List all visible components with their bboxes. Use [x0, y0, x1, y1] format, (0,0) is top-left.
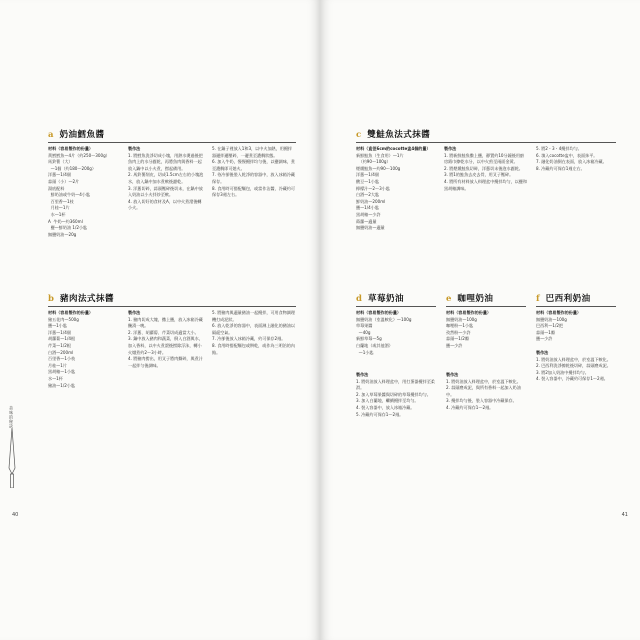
section-name: 咖哩奶油: [457, 294, 494, 304]
column-header: 材料（容易製作的份量）: [446, 310, 492, 315]
text-line: —40g: [356, 329, 371, 335]
section-f-rule: [536, 306, 616, 307]
section-d-ingredients: [356, 310, 436, 356]
text-line: 無鹽奶油—適量: [356, 225, 385, 231]
text-line: A 牛奶—約360ml: [48, 218, 83, 224]
text-line: 3. 加入白蘭地，繼續攪拌至均勻。: [356, 398, 419, 404]
text-line: 鹽—1/4小匙: [356, 205, 379, 211]
text-line: 鹽—鮮奶油 1/2小匙: [48, 225, 88, 231]
side-tab: [7, 406, 17, 488]
text-line: 洋蔥—1/4個: [356, 172, 379, 178]
text-line: 新鮮鮭魚（生食用）—1片: [356, 152, 404, 158]
column-header: 材料（容易製作的份量）: [536, 310, 582, 315]
section-letter: c: [356, 130, 362, 140]
section-e-ingredients: [446, 310, 526, 350]
text-line: （約90～100g）: [356, 159, 391, 165]
text-line: 洋蔥—1/4個: [48, 172, 71, 178]
text-line: 湯底配料: [48, 185, 65, 191]
text-line: 百里香—1枝: [48, 198, 74, 204]
page-number-right: 41: [621, 512, 628, 518]
text-line: 無鹽奶油—100g: [446, 316, 477, 322]
section-name: 草莓奶油: [367, 294, 404, 304]
section-f-ingredients: [536, 310, 616, 343]
text-line: 鮮奶油或牛奶—4小匙: [48, 192, 91, 198]
text-line: 草莓果醬: [356, 323, 373, 329]
text-line: 7. 待冷卻後裝入乾淨的容器中，放入冰箱冷藏保存。: [212, 172, 295, 184]
text-line: 1. 將奶油放入料理盆中，用打蛋器攪拌至柔滑。: [356, 378, 435, 391]
section-c-method-cont: [536, 146, 616, 172]
text-line: 4. 冷藏約可保存1～2週。: [446, 404, 494, 410]
column-header: 材料（容易製作的份量）: [48, 146, 94, 151]
section-c-method: [444, 146, 528, 192]
text-line: 巴西利—1/2把: [536, 323, 564, 329]
section-b-method-cont: [212, 310, 296, 356]
text-line: 白蘭地（或其他酒）: [356, 342, 393, 348]
text-line: 煙燻鮭魚—約90～100g: [356, 165, 401, 171]
column-header: 製作法: [128, 310, 141, 315]
section-e-rule: [446, 306, 526, 307]
text-line: 無鹽奶油（室溫軟化）—100g: [356, 316, 412, 322]
section-letter: b: [48, 294, 54, 304]
section-a-title: [48, 128, 105, 140]
section-a-ingredients: [48, 146, 118, 238]
column-header: 材料（容易製作的份量）: [48, 310, 94, 315]
column-header: 製作法: [356, 372, 369, 377]
section-b-method: [128, 310, 204, 369]
text-line: 月桂—1片: [48, 362, 67, 368]
text-line: 3. 將1的鮭魚去皮去骨，用叉子壓碎。: [444, 172, 514, 178]
section-c-ingredients: [356, 146, 436, 232]
text-line: 5. 將豬肉與適量豬油一起攪拌，可用食物調理機打成泥狀。: [212, 310, 295, 322]
side-tab-label: 美味的秘訣: [9, 406, 14, 429]
text-line: 2. 蒜頭磨成泥，與所有香料一起加入奶油中。: [446, 385, 521, 397]
section-b-title: [48, 292, 114, 304]
text-line: 1. 將奶油放入料理盆中，於室溫下軟化。: [536, 356, 611, 362]
text-line: 3. 攪拌均勻後，裝入容器中冷藏保存。: [446, 398, 517, 404]
text-line: 豬油—1/2小匙: [48, 382, 76, 388]
text-line: 咖哩粉—1小匙: [446, 323, 474, 329]
column-header: 製作法: [444, 146, 457, 151]
text-line: 酸豆—1小匙: [356, 178, 380, 184]
column-header: 材料（容易製作的份量）: [356, 310, 402, 315]
text-line: 檸檬汁—2～3小匙: [356, 185, 390, 191]
section-name: 巴西利奶油: [545, 294, 591, 304]
section-name: 奶油鱈魚醬: [59, 130, 105, 140]
text-line: 胡蘿蔔—1/4根: [48, 336, 76, 342]
text-line: 蒜頭（小）—2片: [48, 178, 80, 184]
text-line: 7. 冷卻後放入冰箱冷藏，約可保存2週。: [212, 336, 286, 342]
text-line: 2. 加入草莓果醬與切碎的草莓攪拌均勻。: [356, 391, 431, 397]
text-line: 8. 冷藏約可保存1週左右。: [536, 165, 585, 171]
text-line: 洋蔥—1/4個: [48, 329, 71, 335]
text-line: 百里香—1小枝: [48, 356, 76, 362]
text-line: 鹽—少許: [446, 342, 463, 348]
text-line: 水—1杯: [48, 375, 63, 381]
text-line: 鹽—少許: [536, 336, 553, 342]
text-line: 新鮮草莓—5g: [356, 336, 382, 342]
section-letter: f: [536, 294, 540, 304]
text-line: 蒜頭—1瓣: [536, 329, 555, 335]
section-e-method: [446, 372, 526, 412]
column-header: 製作法: [536, 350, 549, 355]
section-letter: d: [356, 294, 362, 304]
text-line: 1. 將奶油放入料理盆中，於室溫下軟化。: [446, 378, 521, 384]
section-c-rule: [356, 142, 616, 143]
text-line: 馬鈴薯（大）: [48, 159, 73, 165]
knife-icon: [7, 428, 17, 488]
text-line: 孜然粉—少許: [446, 329, 471, 335]
section-f-title: [536, 292, 591, 304]
page-number-left: 40: [12, 512, 19, 518]
text-line: 1. 將新鮮鮭魚撒上鹽，靜置約10分鐘後用廚房紙巾擦乾水分，以中火煎至兩面金黃。: [444, 152, 525, 165]
text-line: 蒔蘿—適量: [356, 218, 377, 224]
section-a-method: [128, 146, 204, 212]
section-d-rule: [356, 306, 436, 307]
text-line: 鹽—1小匙: [48, 323, 67, 329]
text-line: 5. 將2・3・4攪拌均勻。: [536, 146, 582, 151]
text-line: —1小匙: [356, 349, 374, 355]
text-line: 無鹽奶油—20g: [48, 231, 77, 237]
text-line: 3. 鍋中放入豬肉和蔬菜，倒入白酒與水，加入香料，以中火煮滾後撈除浮沫，轉小火燉煮約2～3小時。: [128, 336, 203, 355]
section-a-rule: [48, 142, 296, 143]
text-line: 白酒—2大匙: [356, 192, 380, 198]
text-line: 1. 豬肉切成大塊，撒上鹽，放入冰箱冷藏醃漬一晚。: [128, 316, 203, 329]
text-line: 豬五花肉—500g: [48, 316, 79, 322]
section-c-title: [356, 128, 430, 140]
text-line: 水—1杯: [48, 211, 66, 217]
column-header: 製作法: [128, 146, 141, 151]
section-name: 豬肉法式抹醬: [59, 294, 114, 304]
text-line: 2. 巴西利洗淨擦乾後切碎，蒜頭磨成泥。: [536, 363, 611, 369]
section-f-method: [536, 350, 616, 383]
section-d-title: [356, 292, 404, 304]
text-line: 白酒—200ml: [48, 349, 74, 355]
text-line: 4. 裝入容器中，冷藏約可保存1～2週。: [536, 376, 608, 382]
text-line: 2. 洋蔥、胡蘿蔔、芹菜切成適當大小。: [128, 329, 199, 335]
text-line: 黃鱈鱈魚—4片（約250～300g）: [48, 152, 110, 158]
text-line: 7. 融化奶油倒在表面，放入冰箱冷藏。: [536, 159, 607, 165]
section-e-title: [446, 292, 493, 304]
text-line: 8. 食用時搭配麵包或餅乾，或作為三明治的內餡。: [212, 342, 295, 355]
text-line: 4. 將豬肉撈出，用叉子將肉撕碎，與煮汁一起拌勻後調味。: [128, 356, 203, 368]
text-line: 5. 冷藏約可保存1～2週。: [356, 411, 404, 417]
text-line: 6. 放入乾淨的容器中，表面淋上融化的豬油以隔絕空氣。: [212, 323, 295, 335]
text-line: 黑胡椒—1小匙: [48, 369, 76, 375]
text-line: 無鹽奶油—100g: [536, 316, 567, 322]
text-line: 鮮奶油—200ml: [356, 198, 386, 204]
text-line: 2. 將煙燻鮭魚切碎，洋蔥切末後泡水瀝乾。: [444, 165, 523, 171]
section-d-method: [356, 372, 436, 418]
section-b-rule: [48, 306, 296, 307]
text-line: —1個（約180～200g）: [48, 165, 97, 171]
text-line: 3. 將2加入奶油中攪拌均勻。: [536, 369, 589, 375]
text-line: 3. 洋蔥切碎，蒜頭壓碎後切末，在鍋中放入奶油以小火拌炒至軟。: [128, 185, 203, 198]
text-line: 芹菜—1/2根: [48, 342, 71, 348]
section-name: 雙鮭魚法式抹醬: [367, 130, 431, 140]
column-header: 材料（直徑6cm的cocotte盅4個的量）: [356, 146, 431, 151]
text-line: 4. 裝入容器中，放入冰箱冷藏。: [356, 404, 415, 410]
text-line: 6. 加入牛奶，慢慢攪拌均勻後，以鹽調味，煮至濃稠即可熄火。: [212, 159, 295, 171]
text-line: 5. 在鍋子裡放入1和3，以中火加熱，用攪拌器邊拌邊壓碎，一邊煮至濃稠狀態。: [212, 146, 293, 158]
text-line: 月桂—1片: [48, 205, 70, 211]
text-line: 6. 填入cocotte盅中，表面抹平。: [536, 152, 598, 158]
text-line: 1. 將鱈魚洗淨切成小塊，用熱水燙過後把魚肉上的水分瀝乾，再將魚肉與香料一起放入鍋中以小火煮，撈起備用。: [128, 152, 203, 171]
text-line: 4. 放入切好的食材及A，以中火煮滾後轉小火。: [128, 198, 202, 211]
section-b-ingredients: [48, 310, 118, 389]
text-line: 蒜頭—1/2瓣: [446, 336, 469, 342]
section-letter: e: [446, 294, 452, 304]
section-letter: a: [48, 130, 54, 140]
column-header: 製作法: [446, 372, 459, 377]
text-line: 4. 將所有材料放入料理盆中攪拌均勻，以鹽和黑胡椒調味。: [444, 178, 527, 191]
section-a-method-cont: [212, 146, 296, 199]
text-line: 黑胡椒—少許: [356, 211, 381, 217]
right-page: [320, 0, 640, 640]
text-line: 2. 馬鈴薯削皮，切成1.5cm左右的小塊泡水，放入鍋中加水煮軟後瀝乾。: [128, 172, 204, 184]
text-line: 8. 食用時可搭配麵包，或當作沾醬，冷藏約可保存3週左右。: [212, 185, 295, 198]
